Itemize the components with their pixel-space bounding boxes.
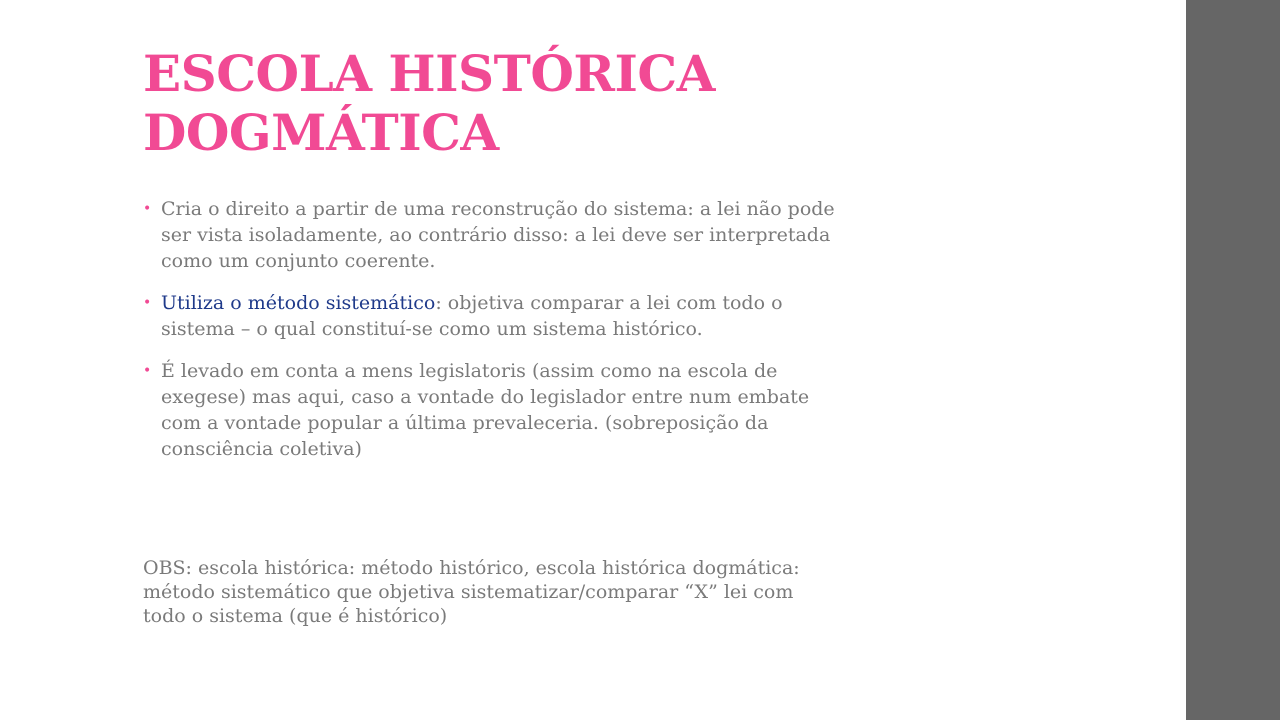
side-accent-bar	[1186, 0, 1280, 720]
bullet-2-line-2: sistema – o qual constituí-se como um sistema histórico.	[161, 318, 703, 340]
bullet-marker: •	[143, 201, 152, 217]
bullet-3-line-3: com a vontade popular a última prevaleceria. (sobreposição da	[161, 412, 769, 434]
slide-title	[143, 44, 1043, 162]
bullet-1-line-2: ser vista isoladamente, ao contrário disso: a lei deve ser interpretada	[161, 224, 831, 246]
obs-note	[143, 556, 1043, 628]
bullet-1-line-3: como um conjunto coerente.	[161, 250, 436, 272]
bullet-item-2	[143, 290, 1043, 342]
bullet-3-line-4: consciência coletiva)	[161, 438, 362, 460]
obs-note-line-2: método sistemático que objetiva sistematizar/comparar “X” lei com	[143, 581, 794, 603]
bullet-1-line-1: Cria o direito a partir de uma reconstrução do sistema: a lei não pode	[161, 198, 835, 220]
bullet-marker: •	[143, 363, 152, 379]
bullet-item-3	[143, 358, 1043, 462]
slide-title-line-1: ESCOLA HISTÓRICA	[143, 44, 715, 103]
obs-note-line-3: todo o sistema (que é histórico)	[143, 605, 448, 627]
bullet-2-line-1-rest: : objetiva comparar a lei com todo o	[435, 292, 783, 314]
bullet-3-line-1: É levado em conta a mens legislatoris (assim como na escola de	[161, 360, 778, 382]
bullet-marker: •	[143, 295, 152, 311]
bullet-item-1	[143, 196, 1043, 274]
bullet-list	[143, 196, 1043, 478]
obs-note-line-1: OBS: escola histórica: método histórico, escola histórica dogmática:	[143, 557, 800, 579]
highlighted-term: Utiliza o método sistemático	[161, 292, 436, 314]
bullet-2-line-1	[161, 290, 1043, 316]
slide-title-line-2: DOGMÁTICA	[143, 103, 499, 162]
bullet-3-line-2: exegese) mas aqui, caso a vontade do legislador entre num embate	[161, 386, 810, 408]
